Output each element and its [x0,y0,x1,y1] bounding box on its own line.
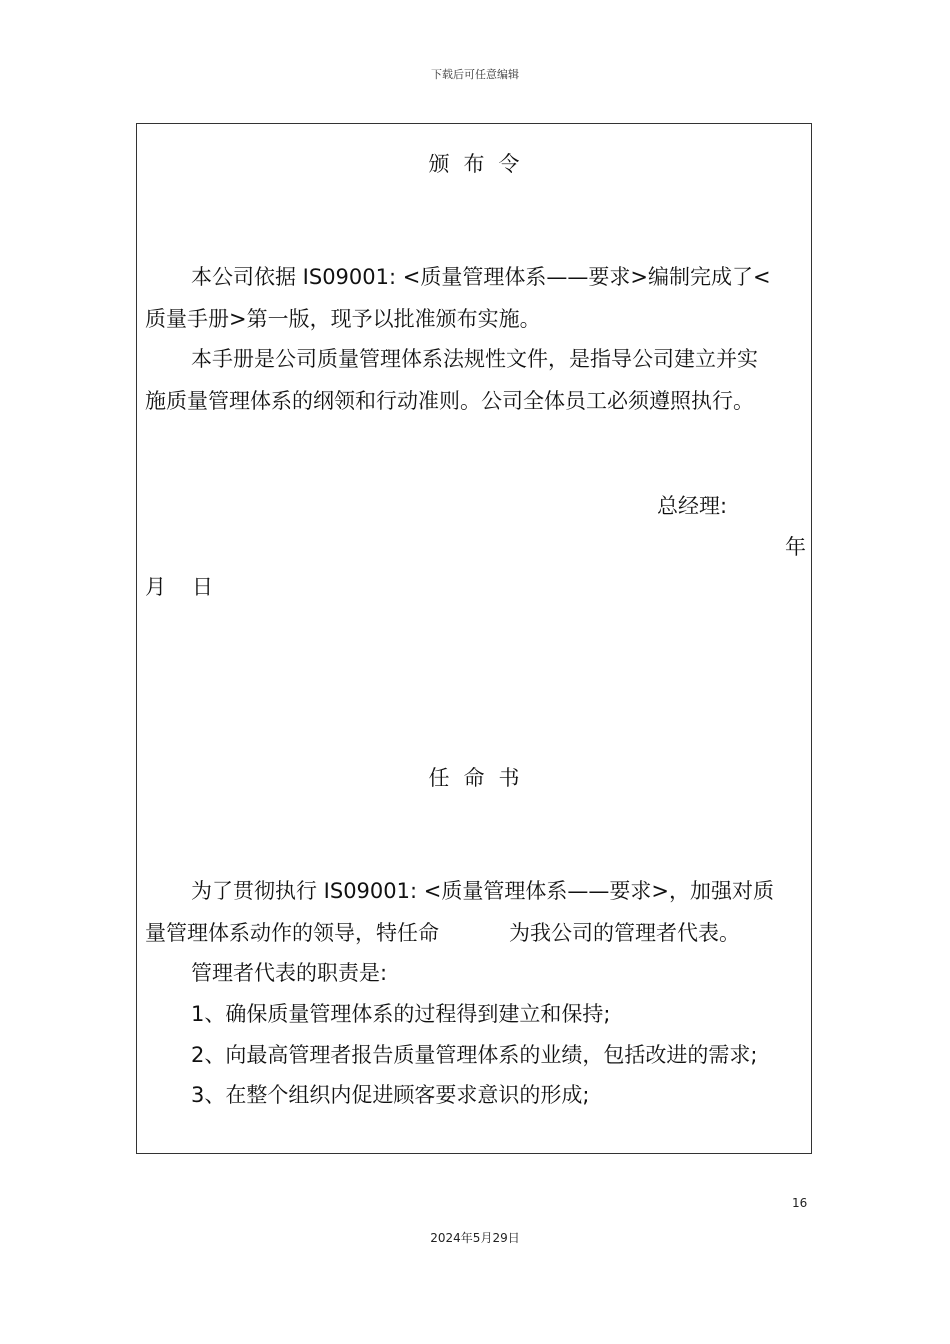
duty-item-1: 1、确保质量管理体系的过程得到建立和保持; [191,1002,611,1026]
decree-title: 颁布令 [428,152,534,176]
manager-signature-label: 总经理: [657,494,728,518]
appointment-text-a: 量管理体系动作的领导，特任命 [145,921,439,945]
duties-heading: 管理者代表的职责是: [191,961,388,985]
month-day-line [145,572,213,602]
decree-paragraph-1-line-2: 质量手册>第一版，现予以批准颁布实施。 [145,307,541,331]
decree-paragraph-2-line-1: 本手册是公司质量管理体系法规性文件，是指导公司建立并实 [191,347,758,371]
page-header: 下载后可任意编辑 [431,68,519,81]
day-label: 日 [192,575,213,599]
appointment-title: 任命书 [428,766,534,790]
duty-item-3: 3、在整个组织内促进顾客要求意识的形成; [191,1083,590,1107]
month-label: 月 [145,575,166,599]
appointment-paragraph-line-1: 为了贯彻执行 IS09001: <质量管理体系——要求>，加强对质 [191,879,774,903]
footer-date: 2024年5月29日 [430,1231,520,1245]
appointment-text-b: 为我公司的管理者代表。 [509,921,740,945]
duty-item-2: 2、向最高管理者报告质量管理体系的业绩，包括改进的需求; [191,1043,758,1067]
document-frame [136,123,812,1154]
appointment-paragraph-line-2 [145,918,740,948]
decree-paragraph-2-line-2: 施质量管理体系的纲领和行动准则。公司全体员工必须遵照执行。 [145,389,754,413]
decree-paragraph-1-line-1: 本公司依据 IS09001: <质量管理体系——要求>编制完成了< [191,265,771,289]
page-number: 16 [792,1196,808,1210]
year-label: 年 [785,535,806,559]
